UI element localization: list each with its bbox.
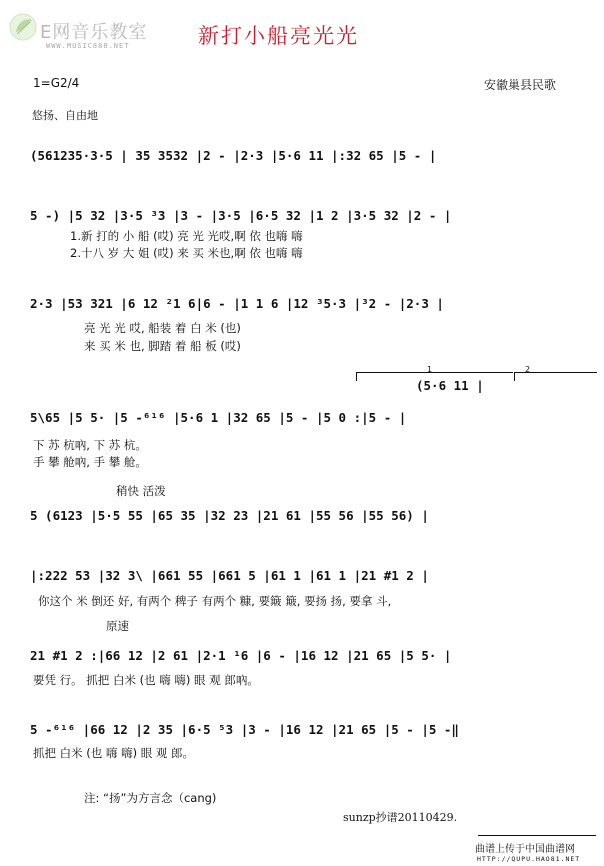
volta-notes: (5·6 11 | — [416, 378, 484, 393]
tempo-marking: 稍快 活泼 — [116, 484, 166, 498]
lyric-line: 抓把 白米 (也 嗨 嗨) 眼 观 郎。 — [33, 746, 195, 760]
score-row-3: 2·3 |53 321 |6 12 ²1 6|6 - |1 1 6 |12 ³5·3 |³2 - |2·3 | — [30, 296, 444, 311]
footnote: 注: “扬”为方言念（cang) — [84, 791, 217, 805]
tempo-marking: 原速 — [106, 619, 129, 633]
logo-leaf-icon — [8, 12, 38, 42]
score-row-2: 5 -) |5 32 |3·5 ³3 |3 - |3·5 |6·5 32 |1 2 |3·5 32 |2 - | — [30, 208, 452, 223]
lyric-line: 1.新 打的 小 船 (哎) 亮 光 光哎,啊 依 也嗨 嗨 — [70, 229, 303, 243]
logo-text: E网音乐教室 — [40, 22, 148, 43]
transcriber-credit: sunzp抄谱20110429. — [343, 811, 458, 824]
score-row-6: |:222 53 |32 3\ |661 55 |661 5 |61 1 |61 1 |21 #1 2 | — [30, 568, 429, 583]
key-signature: 1=G2/4 — [33, 76, 80, 90]
upload-url: HTTP://QUPU.HAO81.NET — [477, 855, 581, 863]
upload-note: 曲谱上传于中国曲谱网 — [475, 844, 575, 855]
score-row-1: (561235·3·5 | 35 3532 |2 - |2·3 |5·6 11 |:32 65 |5 - | — [30, 148, 437, 163]
song-origin: 安徽巢县民歌 — [484, 78, 557, 92]
volta-second-ending — [514, 365, 597, 381]
score-row-5: 5 (6123 |5·5 55 |65 35 |32 23 |21 61 |55 56 |55 56) | — [30, 508, 429, 523]
lyric-line: 下 苏 杭吶, 下 苏 杭。 — [33, 438, 147, 452]
lyric-line: 要凭 行。 抓把 白米 (也 嗨 嗨) 眼 观 郎吶。 — [33, 673, 259, 687]
lyric-line: 手 攀 舱吶, 手 攀 舱。 — [33, 455, 147, 469]
volta-number: 1 — [427, 365, 433, 374]
score-row-8: 5 -⁶¹⁶ |66 12 |2 35 |6·5 ⁵3 |3 - |16 12 |21 65 |5 - |5 -‖ — [30, 722, 459, 737]
score-row-7: 21 #1 2 :|66 12 |2 61 |2·1 ¹6 |6 - |16 12 |21 65 |5 5· | — [30, 648, 452, 663]
site-logo — [6, 10, 176, 60]
logo-url: WWW.MUSIC888.NET — [46, 42, 130, 50]
lyric-line: 2.十八 岁 大 姐 (哎) 来 买 米也,啊 依 也嗨 嗨 — [70, 246, 303, 260]
divider — [478, 835, 596, 836]
song-title: 新打小船亮光光 — [198, 24, 359, 48]
score-row-4: 5\65 |5 5· |5 -⁶¹⁶ |5·6 1 |32 65 |5 - |5 0 :|5 - | — [30, 410, 407, 425]
volta-number: 2 — [525, 365, 531, 374]
lyric-line: 亮 光 光 哎, 船装 着 白 米 (也) — [84, 321, 241, 335]
tempo-marking: 悠扬、自由地 — [32, 109, 98, 122]
lyric-line: 你这个 米 倒还 好, 有两个 稗子 有两个 糠, 要簸 簸, 要扬 扬, 要拿 斗, — [38, 594, 392, 608]
lyric-line: 来 买 米 也, 脚踏 着 船 板 (哎) — [84, 339, 241, 353]
